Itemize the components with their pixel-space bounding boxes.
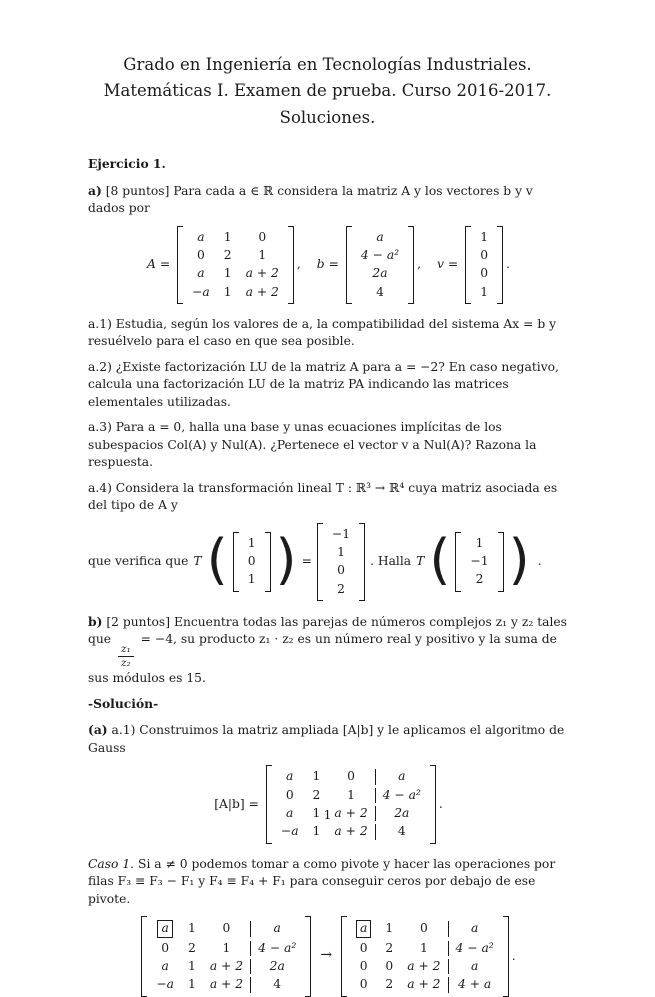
matrix-cell: 1 (258, 247, 267, 262)
comma-separator: , (417, 257, 422, 272)
vector-v-grid (471, 226, 497, 304)
matrix-cell: a + 2 (407, 977, 441, 992)
matrix-cell: −a (192, 284, 210, 299)
vector-b-label: b = (316, 257, 339, 272)
equation-A-b-v (88, 226, 569, 304)
fraction-z1-z2 (118, 643, 134, 669)
solution-a1-intro (88, 721, 569, 757)
matrix-cell: 0 (359, 977, 368, 992)
vector-T-input-grid (239, 532, 265, 592)
matrix-cell: a (286, 769, 294, 784)
equals-sign: = (301, 553, 312, 568)
exercise-heading-text: Ejercicio 1. (88, 156, 166, 172)
period: . (511, 948, 516, 963)
part-a-intro-text: Para cada a ∈ ℝ considera la matriz A y los vectores b y v dados por (88, 183, 533, 216)
matrix-cell: 0 (247, 554, 256, 569)
matrix-cell: a (448, 959, 501, 974)
pivot-box: a (157, 920, 172, 937)
matrix-cell: 4 (250, 977, 303, 992)
matrix-cell: 0 (222, 921, 231, 936)
bracket-right (503, 916, 509, 996)
matrix-cell: a + 2 (245, 284, 279, 299)
equation-augmented-Ab (88, 765, 569, 843)
matrix-Ab-label: [A|b] = (214, 796, 259, 811)
matrix-cell: 2 (385, 940, 394, 955)
item-a3-text: Para a = 0, halla una base y unas ecuaciones implícitas de los subespacios Col(A) y Nul(A). ¿Pertenece el vector v a Nul(A)? Razona la respuesta. (88, 420, 537, 470)
title-line-1: Grado en Ingeniería en Tecnologías Industriales. (123, 55, 532, 74)
equation-caso1-elimination (88, 916, 569, 996)
matrix-cell: a + 2 (209, 958, 244, 973)
matrix-cell: 1 (187, 958, 196, 973)
bracket-right (430, 765, 436, 843)
solution-a1-text: a.1) Construimos la matriz ampliada [A|b] y le aplicamos el algoritmo de Gauss (88, 723, 565, 755)
matrix-cell: a (376, 229, 384, 244)
matrix-cell: 1 (312, 806, 321, 821)
vector-b-grid (352, 226, 408, 304)
document-body (0, 131, 655, 996)
big-paren-open: ( (429, 527, 451, 591)
item-a1-label: a.1) (88, 316, 112, 331)
matrix-cell: 2 (475, 572, 484, 587)
matrix-cell (349, 920, 378, 937)
matrix-cell: a (286, 806, 294, 821)
bracket-right (408, 226, 414, 304)
matrix-cell: 1 (475, 535, 484, 550)
matrix-Ab-grid (272, 765, 430, 843)
matrix-cell: 1 (223, 284, 232, 299)
matrix-cell: 0 (285, 787, 294, 802)
matrix-cell: 0 (480, 247, 489, 262)
matrix-cell: 2 (187, 940, 196, 955)
part-b-text-before: Encuentra todas las parejas de números complejos z₁ y z₂ tales que (88, 614, 567, 647)
matrix-Ab (266, 765, 436, 843)
matrix-cell: 1 (247, 572, 256, 587)
matrix-cell (149, 920, 181, 937)
matrix-cell: 1 (480, 284, 489, 299)
matrix-cell: 2 (337, 581, 345, 596)
matrix-cell: 0 (480, 266, 489, 281)
item-a4-prefix: que verifica que (88, 553, 189, 568)
item-a1 (88, 316, 569, 351)
map-T-symbol: T (416, 553, 425, 568)
matrix-cell: −a (156, 977, 174, 992)
matrix-cell: 1 (187, 921, 196, 936)
part-a-points: [8 puntos] (105, 183, 170, 198)
part-a-intro (88, 182, 569, 218)
matrix-cell: 0 (385, 958, 394, 973)
matrix-cell: a (197, 266, 205, 281)
item-b (88, 613, 569, 687)
matrix-cell: 4 + a (448, 977, 501, 992)
vector-T-find (455, 532, 503, 592)
matrix-cell: 0 (337, 563, 345, 578)
matrix-cell: −1 (470, 554, 489, 569)
exercise-heading (88, 155, 569, 173)
matrix-cell: 2a (375, 806, 428, 821)
matrix-cell: 1 (385, 921, 394, 936)
item-a2 (88, 359, 569, 411)
solution-heading-text: -Solución- (88, 696, 159, 712)
bracket-right (265, 532, 271, 592)
comma-separator: , (296, 257, 301, 272)
matrix-cell: 4 − a² (250, 941, 303, 956)
matrix-cell: 2a (372, 266, 388, 281)
vector-v-label: v = (437, 257, 459, 272)
big-paren-close: ) (508, 527, 530, 591)
vector-T-output-grid (323, 523, 359, 601)
matrix-cell: a (197, 229, 205, 244)
vector-b (346, 226, 414, 304)
part-a-label: a) (88, 182, 102, 198)
period: . (506, 257, 510, 272)
fraction-denominator: z₂ (121, 656, 131, 669)
matrix-cell: 0 (197, 247, 205, 262)
matrix-cell: 1 (312, 824, 321, 839)
solution-heading (88, 695, 569, 713)
solution-part-label: (a) (88, 722, 108, 738)
caso1-text: Si a ≠ 0 podemos tomar a como pivote y hacer las operaciones por filas F₃ ≡ F₃ − F₁ y F₄ ≡ F₄ + F₁ para conseguir ceros por debajo de ese pivote. (88, 856, 556, 906)
item-a3-label: a.3) (88, 420, 112, 435)
pivot-box: a (356, 920, 371, 937)
item-a4-text: Considera la transformación lineal T : ℝ³ → ℝ⁴ cuya matriz asociada es del tipo de A y (88, 480, 558, 513)
matrix-cell: 4 − a² (360, 247, 400, 262)
matrix-cell: a + 2 (407, 958, 441, 973)
caso1-label: Caso 1. (88, 856, 135, 871)
matrix-cell: 1 (480, 229, 489, 244)
matrix-cell: a + 2 (245, 266, 279, 281)
matrix-cell: 0 (347, 769, 355, 784)
matrix-cell: a (375, 769, 428, 784)
matrix-cell: a (448, 921, 501, 936)
matrix-cell: 1 (312, 769, 321, 784)
item-a1-text: Estudia, según los valores de a, la compatibilidad del sistema Ax = b y resuélvelo para el caso en que sea posible. (88, 316, 557, 349)
fraction-numerator: z₁ (118, 643, 134, 657)
matrix-cell: 4 − a² (375, 788, 428, 803)
matrix-cell: 0 (359, 940, 368, 955)
matrix-cell: 1 (337, 544, 345, 559)
matrix-cell: 4 (376, 284, 384, 299)
matrix-cell: 1 (419, 940, 428, 955)
item-a3 (88, 419, 569, 471)
matrix-caso1-right-grid (347, 916, 503, 996)
item-a4-middle-text: . Halla (370, 553, 412, 568)
right-arrow-icon: → (320, 947, 333, 964)
matrix-cell: 1 (187, 977, 196, 992)
matrix-cell: a (161, 958, 169, 973)
matrix-cell: 1 (223, 229, 232, 244)
matrix-caso1-right (341, 916, 509, 996)
matrix-A-label: A = (147, 257, 171, 272)
matrix-A-grid (183, 226, 288, 304)
page-number: 1 (323, 808, 332, 822)
matrix-cell: 1 (247, 535, 256, 550)
matrix-cell: 2 (312, 787, 321, 802)
item-a4-label: a.4) (88, 480, 112, 495)
bracket-right (497, 226, 503, 304)
item-a4-line1 (88, 480, 569, 515)
caso1-paragraph (88, 856, 569, 908)
matrix-cell: 2a (250, 959, 303, 974)
period: . (537, 553, 542, 568)
matrix-cell: 0 (359, 958, 368, 973)
matrix-cell: 1 (222, 940, 231, 955)
matrix-A (177, 226, 294, 304)
matrix-cell: a + 2 (209, 977, 244, 992)
big-paren-open: ( (206, 527, 228, 591)
matrix-cell: a (250, 921, 303, 936)
title-line-3: Soluciones. (279, 107, 376, 127)
period: . (438, 796, 443, 811)
matrix-cell: a + 2 (334, 824, 368, 839)
item-a2-text: ¿Existe factorización LU de la matriz A para a = −2? En caso negativo, calcula una factorización LU de la matriz PA indicando las matrices elementales utilizadas. (88, 359, 559, 409)
vector-T-find-grid (461, 532, 497, 592)
vector-T-output (317, 523, 365, 601)
bracket-right (359, 523, 365, 601)
matrix-cell: 4 (375, 824, 428, 839)
matrix-cell: a + 2 (334, 806, 368, 821)
item-a2-label: a.2) (88, 359, 112, 374)
matrix-caso1-left (141, 916, 311, 996)
part-b-text-after: = −4, su producto z₁ · z₂ es un número real y positivo y la suma de sus módulos es 15. (88, 632, 557, 685)
matrix-cell: 4 − a² (448, 941, 501, 956)
matrix-cell: 2 (385, 977, 394, 992)
bracket-right (498, 532, 504, 592)
part-b-label: b) (88, 613, 103, 629)
map-T-symbol: T (193, 553, 202, 568)
document-title (0, 0, 655, 131)
vector-T-input (233, 532, 271, 592)
bracket-right (288, 226, 294, 304)
title-line-2: Matemáticas I. Examen de prueba. Curso 2016-2017. (103, 81, 552, 101)
matrix-cell: 2 (223, 247, 232, 262)
matrix-cell: −1 (331, 526, 351, 541)
matrix-cell: 0 (258, 229, 267, 244)
bracket-right (305, 916, 311, 996)
matrix-cell: 0 (161, 940, 170, 955)
big-paren-close: ) (275, 527, 297, 591)
matrix-cell: 1 (223, 266, 232, 281)
matrix-caso1-left-grid (147, 916, 305, 996)
item-a4-equation (88, 523, 569, 601)
vector-v (465, 226, 503, 304)
matrix-cell: 0 (419, 921, 428, 936)
matrix-cell: 1 (347, 787, 355, 802)
part-b-points: [2 puntos] (106, 614, 171, 629)
matrix-cell: −a (280, 824, 299, 839)
